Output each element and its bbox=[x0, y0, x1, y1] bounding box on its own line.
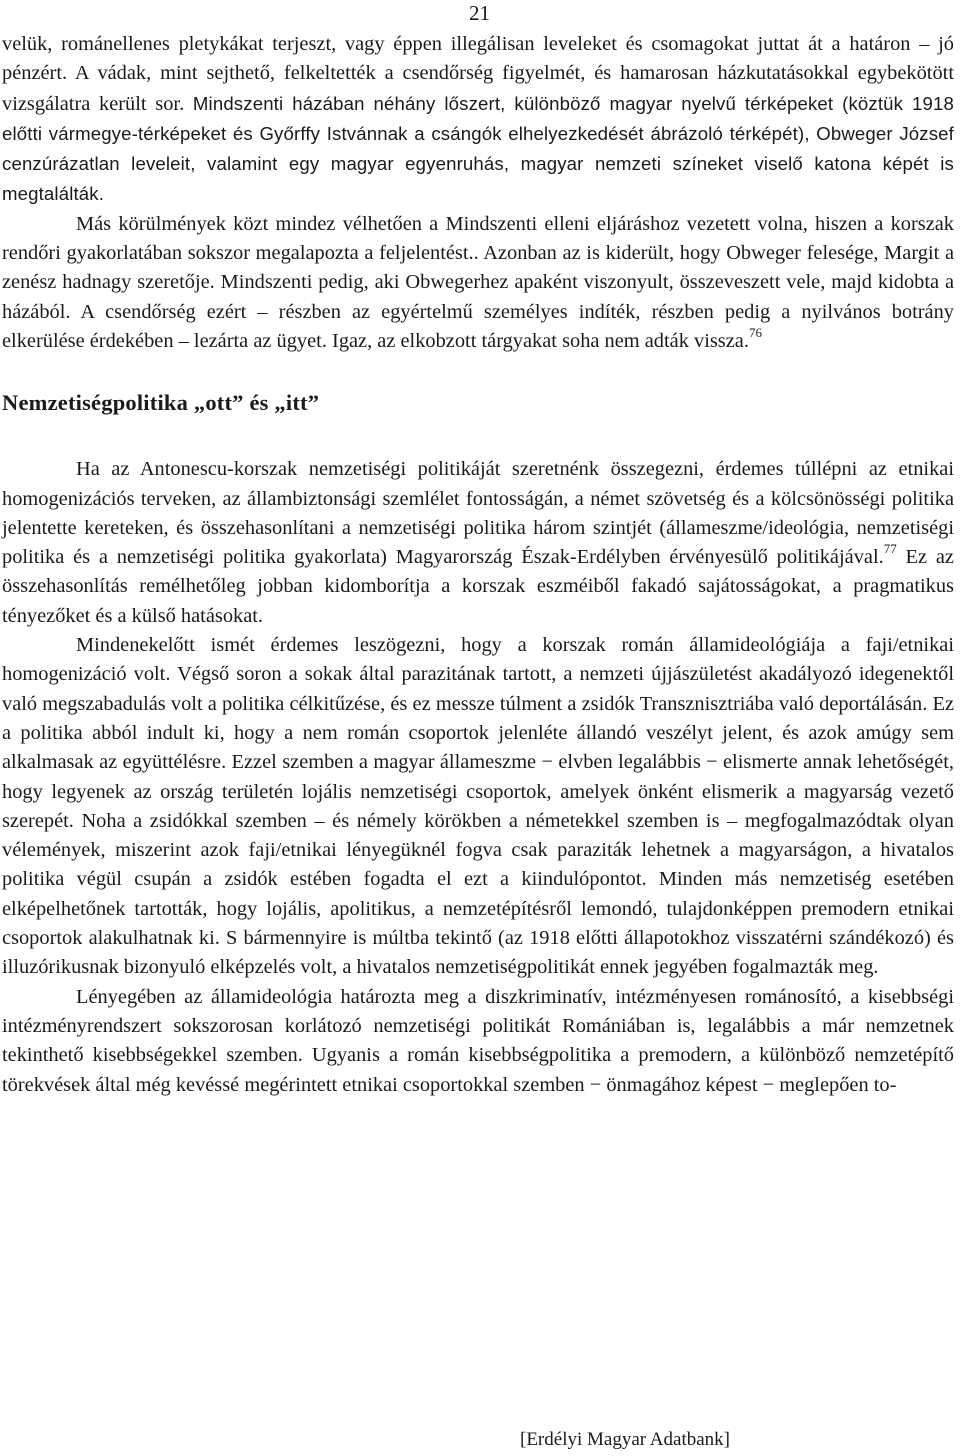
section-heading: Nemzetiségpolitika „ott” és „itt” bbox=[2, 390, 320, 416]
paragraph-4-text: Mindenekelőtt ismét érdemes leszögezni, hogy a korszak román államideológiája a faji/etnikai homogenizáció volt. Végső soron a sokak által parazitának tartott, a nemzeti újjászületést akadályozó idegenektől való megszabadulás volt a politika célkitűzése, és ez messze túlment a zsidók Transznisztriába való deportálásán. Ez a politika abból indult ki, hogy a nem román csoportok jelenléte állandó veszélyt jelent, és azok amúgy sem alkalmasak az együttélésre. Ezzel szemben a magyar állameszme − elvben legalábbis − elismerte annak lehetőségét, hogy legyenek az ország területén lojális nemzetiségi csoportok, amelyek önként elismerik a magyarság vezető szerepét. Noha a zsidókkal szemben – és némely körökben a németekkel szemben is – megfogalmazódtak olyan vélemények, miszerint azok faji/etnikai lényegüknél fogva csak paraziták lehetnek a magyarságon, a hivatalos politika végül csupán a zsidók estében fogadta el ezt a kiindulópontot. Minden más nemzetiség esetében elképelhetőnek tartották, hogy lojális, apolitikus, a nemzetépítésről lemondó, tulajdonképpen premodern etnikai csoportok alakulhatnak ki. S bármennyire is múltba tekintő (az 1918 előtti állapotokhoz visszatérni szándékozó) és illuzórikusnak bizonyuló elképzelés volt, a hivatalos nemzetiségpolitikát ennek jegyében fogalmazták meg. bbox=[2, 634, 954, 979]
paragraph-2 bbox=[2, 210, 954, 356]
paragraph-1-text-a: velük, románellenes pletykákat terjeszt, vagy éppen illegálisan leveleket és csomagokat juttat át a határon – jó pénzért. A vádak, mint sejthető, felkeltették a csendőrség figyelmét, és hamarosan házkutatásokkal egybekötött vizsgálatra került sor. bbox=[2, 33, 954, 115]
page-number: 21 bbox=[469, 1, 490, 25]
footer-text: [Erdélyi Magyar Adatbank] bbox=[520, 1429, 730, 1450]
footer-source bbox=[0, 1428, 960, 1452]
footnote-ref-76[interactable]: 76 bbox=[748, 325, 762, 341]
paragraph-5 bbox=[2, 983, 954, 1100]
paragraph-3-tail: Ez az összehasonlítás remélhetőleg jobban kidomborítja a korszak eszméiből fakadó sajátosságokat, a pragmatikus tényezőket és a külső hatásokat. bbox=[2, 546, 954, 627]
paragraph-5-text: Lényegében az államideológia határozta meg a diszkriminatív, intézményesen románosító, a kisebbségi intézményrendszert sokszorosan korlátozó nemzetiségi politikát Romániában is, legalábbis a már nemzetnek tekinthető kisebbségekkel szemben. Ugyanis a román kisebbségpolitika a premodern, a különböző nemzetépítő törekvések által még kevéssé megérintett etnikai csoportokkal szemben − önmagához képest − meglepően to- bbox=[2, 985, 954, 1096]
document-body bbox=[2, 30, 954, 1100]
paragraph-1-text-b: Mindszenti házában néhány lőszert, különböző magyar nyelvű térképeket (köztük 1918 előtti vármegye-térképeket és Győrffy Istvánnak a csángók elhelyezkedését ábrázoló térképét), Obweger József cenzúrázatlan leveleit, valamint egy magyar egyenruhás, magyar nemzeti színeket viselő katona képét is megtalálták. bbox=[2, 92, 955, 205]
paragraph-4 bbox=[2, 631, 954, 983]
paragraph-2-text: Más körülmények közt mindez vélhetően a Mindszenti elleni eljáráshoz vezetett volna, hiszen a korszak rendőri gyakorlatában sokszor megalapozta a feljelentést.. Azonban az is kiderült, hogy Obweger felesége, Margit a zenész hadnagy szeretője. Mindszenti pedig, aki Obwegerhez apaként viszonyult, összeveszett vele, majd kidobta a házából. A csendőrség ezért – részben az egyértelmű személyes indíték, részben pedig a nyilvános botrány elkerülése érdekében – lezárta az ügyet. Igaz, az elkobzott tárgyakat soha nem adták vissza. bbox=[2, 212, 954, 352]
paragraph-3 bbox=[2, 455, 954, 631]
footnote-ref-77[interactable]: 77 bbox=[883, 541, 897, 557]
paragraph-1 bbox=[2, 30, 954, 210]
paragraph-3-text: Ha az Antonescu-korszak nemzetiségi politikáját szeretnénk összegezni, érdemes túllépni az etnikai homogenizációs terveken, az állambiztonsági szemlélet fontosságán, a német szövetség és a kölcsönösségi politika jelentette kereteken, és összehasonlítani a nemzetiségi politika három szintjét (állameszme/ideológia, nemzetiségi politika és a nemzetiségi politika gyakorlata) Magyarország Észak-Erdélyben érvényesülő politikájával. bbox=[2, 458, 954, 569]
